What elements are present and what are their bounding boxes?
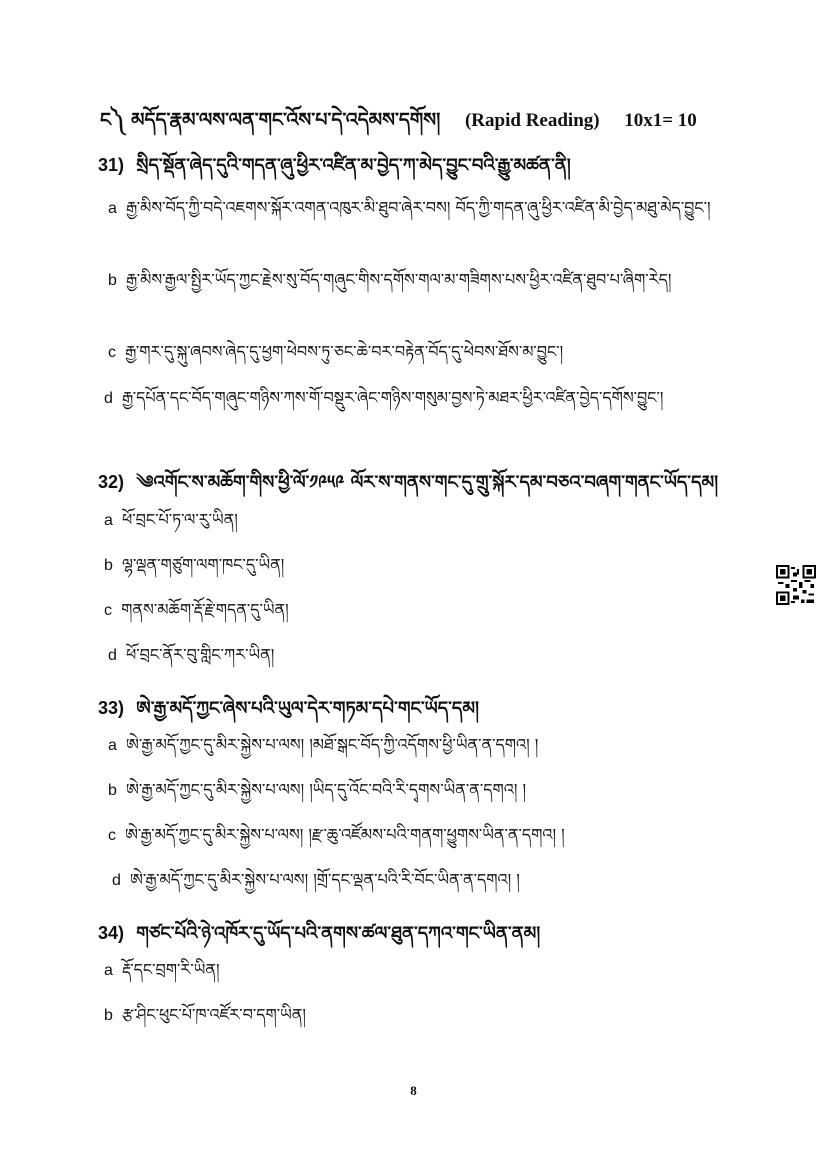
option-letter: d (112, 872, 121, 889)
option-31-d (104, 378, 724, 419)
option-letter: b (108, 782, 117, 799)
option-33-d (112, 860, 732, 901)
section-heading (100, 98, 740, 152)
question-number: 31) (98, 155, 125, 175)
option-32-c (104, 590, 724, 631)
option-text: རྒྱ་གར་དུ་སྐུ་ཞབས་ཞེད་དུ་ཕྱག་ཕེབས་ཏུ་ཅང་ཆེ་བར་བརྟེན་བོད་དུ་ཕེབས་ཐོས་མ་བྱུང་། (125, 342, 564, 361)
option-letter: d (104, 390, 113, 407)
option-32-d (108, 635, 728, 676)
section-marks: 10x1= 10 (624, 110, 697, 131)
question-number: 33) (98, 698, 125, 718)
option-text: རྩ་ཤིང་ཕུང་པོ་ཁ་འཛོར་བ་དག་ཡིན། (122, 1005, 306, 1024)
option-text: ཨེ་རྒྱ་མདོ་ཀྱང་དུ་མིར་སྐྱེས་པ་ལས། །གྲོ་དང་ལྡན་པའི་རི་བོང་ཡིན་ན་དགའ། ། (130, 870, 520, 889)
option-letter: c (108, 344, 116, 361)
option-letter: a (108, 200, 117, 217)
question-text: ༄འགོང་ས་མཆོག་གིས་ཕྱི་ལོ་༡༩༥༩ ལོར་ས་གནས་གང་དུ་གྲུ་སྐོར་དམ་བཅའ་བཞག་གནང་ཡོད་དམ། (136, 472, 719, 493)
option-34-a (104, 950, 724, 991)
option-31-b (108, 260, 728, 301)
option-text: ཕོ་བྲང་པོ་ཏ་ལ་རུ་ཡིན། (122, 510, 238, 529)
option-text: གནས་མཆོག་རྡོ་རྗེ་གདན་དུ་ཡིན། (121, 600, 289, 619)
question-number: 32) (98, 472, 125, 492)
option-text: ལྷ་ལྡན་གཙུག་ལག་ཁང་དུ་ཡིན། (122, 555, 285, 574)
option-32-b (104, 545, 724, 586)
option-text: རྒྱ་མིས་བོད་ཀྱི་བདེ་འཇགས་སྐོར་འགན་འཁུར་མི་ཐུབ་ཞེར་བས། བོད་ཀྱི་གདན་ཞུ་ཕྱིར་འཛིན་མི་བྱེད་མཐུ་མེད་བྱུང་། (126, 198, 711, 217)
section-heading-tibetan: ང༽ མདོད་རྣམ་ལས་ལན་གང་འོས་པ་དེ་འདེམས་དགོས། (100, 109, 441, 131)
question-number: 34) (98, 923, 125, 943)
option-text: ཕོ་བྲང་ནོར་བུ་གླིང་ཀར་ཡིན། (126, 645, 275, 664)
option-letter: a (104, 512, 113, 529)
option-text: ཨེ་རྒྱ་མདོ་ཀྱང་དུ་མིར་སྐྱེས་པ་ལས། །མཐོ་སྒང་བོད་ཀྱི་འདོགས་ཕྱི་ཡིན་ན་དགའ། ། (126, 735, 539, 754)
option-31-a (108, 188, 728, 229)
option-33-c (108, 815, 728, 856)
option-text: རྒྱ་དཔོན་དང་བོད་གཞུང་གཉིས་ཀས་གོ་བསྡུར་ཞེང་གཉིས་གསུམ་བྱས་ཏེ་མཐར་ཕྱིར་འཛིན་བྱེད་དགོས་བྱུང་། (122, 388, 664, 407)
option-text: ཨེ་རྒྱ་མདོ་ཀྱང་དུ་མིར་སྐྱེས་པ་ལས། །རྫ་ཆུ་འཛོམས་པའི་གནག་ཕྱུགས་ཡིན་ན་དགའ། ། (125, 825, 565, 844)
page-number: 8 (410, 1083, 417, 1098)
option-letter: c (104, 602, 112, 619)
question-text: གཙང་པོའི་ཉེ་འཁོར་དུ་ཡོད་པའི་ནགས་ཚལ་ཐུན་དཀའ་གང་ཡིན་ནམ། (136, 923, 541, 944)
option-text: རྒྱ་མིས་རྒྱལ་སྤྱིར་ཡོད་ཀྱང་རྗེས་སུ་བོད་གཞུང་གིས་དགོས་གལ་མ་གཟིགས་པས་ཕྱིར་འཛིན་ཐུབ་པ་ཞིག་རེད། (126, 270, 672, 289)
option-letter: c (108, 827, 116, 844)
option-letter: d (108, 647, 117, 664)
option-33-b (108, 770, 728, 811)
option-letter: b (108, 272, 117, 289)
option-text: ཨེ་རྒྱ་མདོ་ཀྱང་དུ་མིར་སྐྱེས་པ་ལས། །ཡིད་དུ་འོང་བའི་རི་དྭགས་ཡིན་ན་དགའ། ། (126, 780, 527, 799)
qr-code-icon (776, 565, 816, 605)
option-letter: a (104, 962, 113, 979)
section-heading-english: (Rapid Reading) (464, 110, 600, 131)
question-text: སྲིད་སྡོན་ཞེད་དུའི་གདན་ཞུ་ཕྱིར་འཛིན་མ་བྱེད་ཀ་མེད་བྱུང་བའི་རྒྱུ་མཚན་ནི། (136, 155, 571, 176)
question-text: ཨེ་རྒྱ་མདོ་ཀྱང་ཞེས་པའི་ཡུལ་དེར་གཏམ་དཔེ་གང་ཡོད་དམ། (136, 698, 479, 719)
option-text: རྡོ་དང་བྲག་རི་ཡིན། (122, 960, 220, 979)
option-letter: b (104, 1007, 113, 1024)
option-34-b (104, 995, 724, 1036)
option-letter: b (104, 557, 113, 574)
option-letter: a (108, 737, 117, 754)
option-33-a (108, 725, 728, 766)
option-32-a (104, 500, 724, 541)
option-31-c (108, 332, 728, 373)
